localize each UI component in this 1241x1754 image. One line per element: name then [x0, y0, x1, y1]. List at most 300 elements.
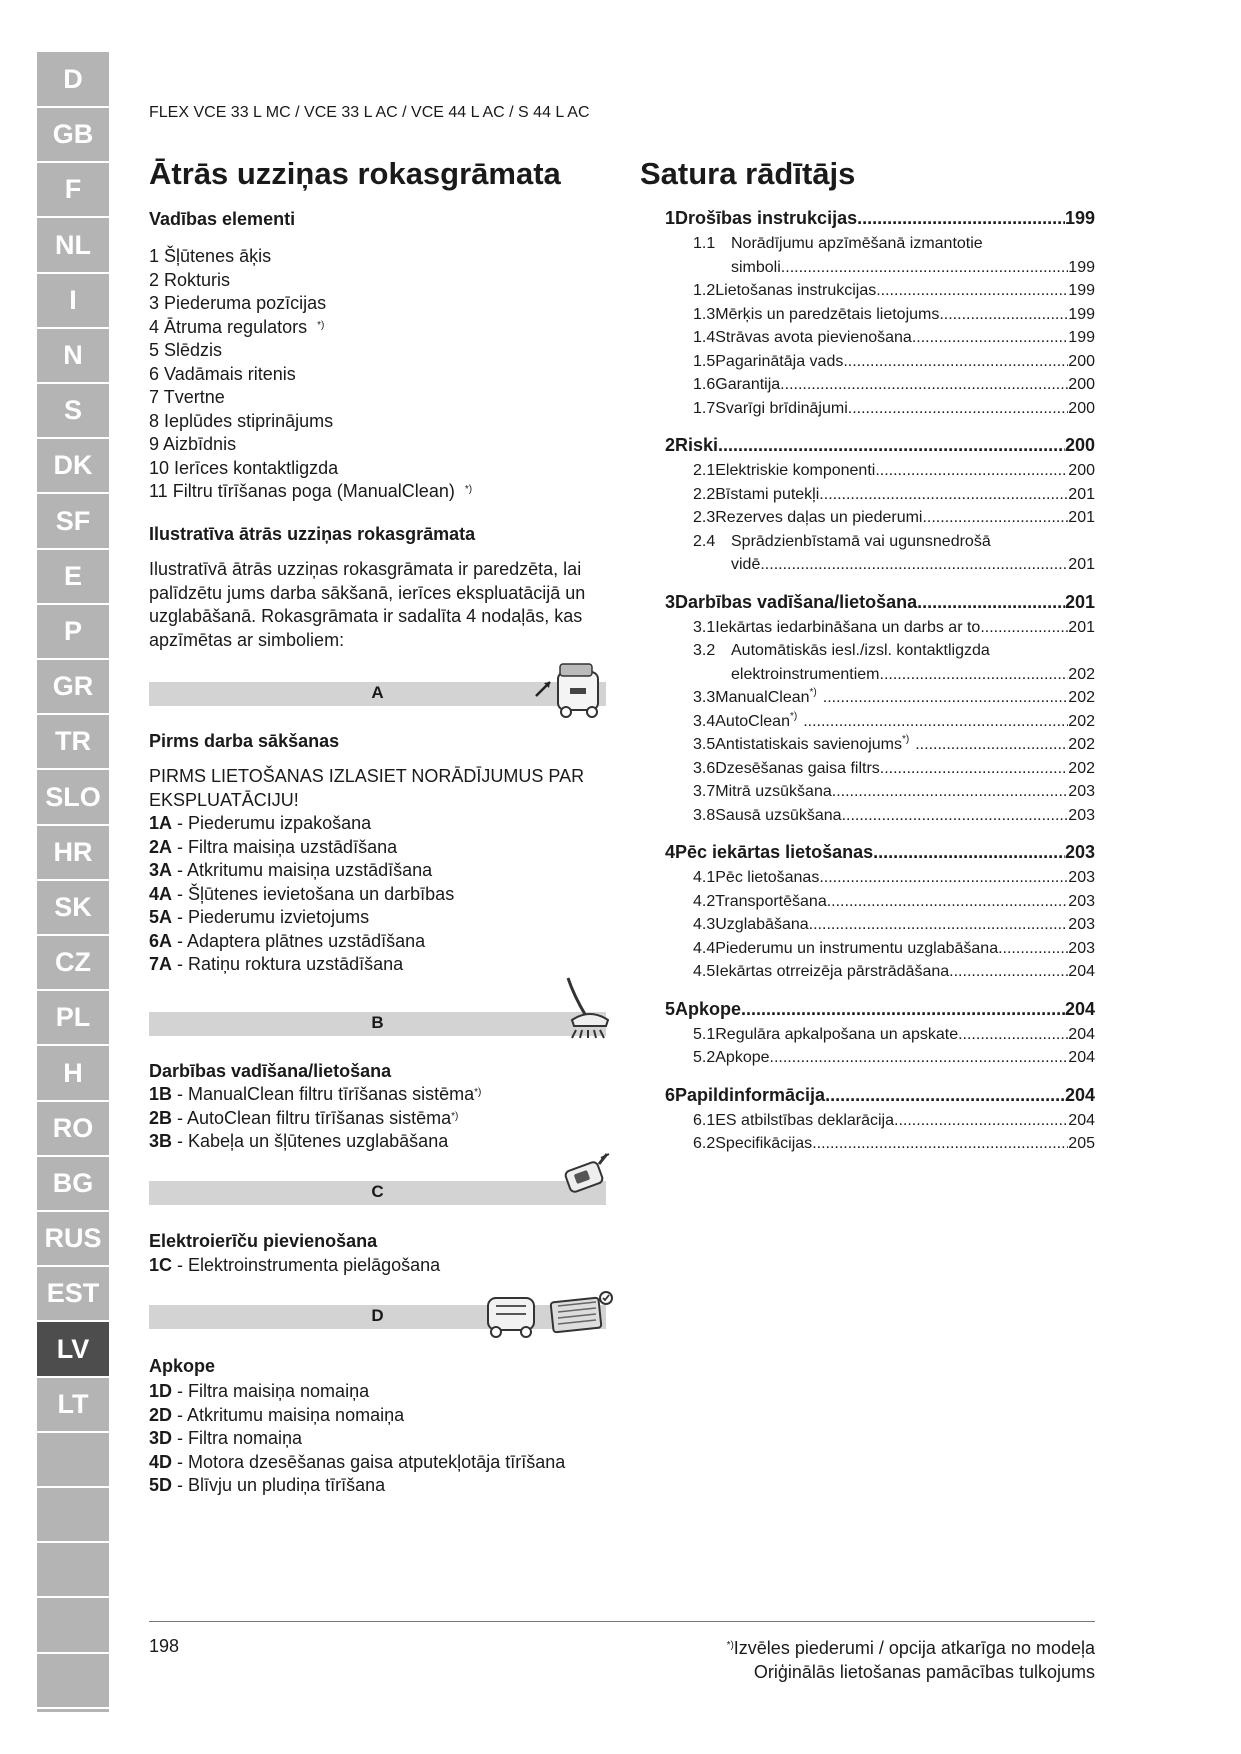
illustrated-guide-heading: Ilustratīva ātrās uzziņas rokasgrāmata [149, 524, 476, 544]
toc-section[interactable] [693, 916, 1095, 934]
toc-section-number: 3.5 [693, 736, 716, 753]
toc-leader [980, 619, 1068, 637]
chapter-b-heading: Darbības vadīšana/lietošana [149, 1061, 392, 1081]
control-number: 4 [149, 316, 160, 337]
chapter-c-bar [149, 1181, 606, 1205]
toc-section-page: 203 [1068, 783, 1095, 800]
control-label: Piederuma pozīcijas [164, 293, 327, 313]
toc-leader [812, 1135, 1068, 1153]
toc-leader [915, 736, 1068, 754]
toc-section[interactable] [693, 1135, 1095, 1153]
toc-leader [832, 783, 1069, 801]
toc-section[interactable] [693, 783, 1095, 801]
toc-section-number: 3.2 [693, 642, 716, 659]
control-number: 10 [149, 457, 170, 478]
toc-leader [827, 893, 1069, 911]
maintenance-icon [486, 1288, 616, 1340]
toc-section-page: 203 [1068, 892, 1095, 910]
toc-section-page: 203 [1068, 916, 1095, 933]
toc-leader [848, 400, 1069, 418]
chapter-item-text: - Kabeļa un šļūtenes uzglabāšana [172, 1131, 449, 1151]
toc-section-page: 203 [1068, 869, 1095, 886]
toc-chapter-page: 201 [1064, 591, 1095, 612]
toc-section-number: 5.1 [693, 1025, 716, 1043]
toc-section-title: Rezerves daļas un piederumi [715, 509, 923, 526]
chapter-item-code: 3B [149, 1131, 173, 1151]
chapter-item-text: - Piederumu izvietojums [172, 907, 370, 927]
toc-chapter[interactable] [665, 208, 1095, 229]
chapter-item-text: - Elektroinstrumenta pielāgošana [172, 1255, 441, 1275]
toc-section[interactable] [693, 1049, 1095, 1067]
footnote-mark: *) [451, 1110, 459, 1122]
chapter-a-heading: Pirms darba sākšanas [149, 731, 340, 751]
toc-section[interactable] [693, 736, 1095, 754]
control-number: 6 [149, 363, 160, 384]
toc-section-page: 202 [1068, 665, 1095, 683]
control-label: Tvertne [163, 387, 225, 407]
toc-section[interactable] [693, 689, 1095, 707]
toc-section[interactable] [693, 963, 1095, 981]
control-item [149, 386, 472, 410]
control-label: Ierīces kontaktligzda [174, 457, 339, 478]
toc-section[interactable] [693, 893, 1095, 911]
toc-section-page: 204 [1068, 963, 1095, 980]
chapter-c-letter: C [371, 1182, 384, 1201]
toc-section-title: Elektriskie komponenti [715, 462, 876, 479]
control-number: 7 [149, 387, 160, 407]
toc-section[interactable] [693, 486, 1095, 504]
toc-section-title-cont: vidē [731, 556, 761, 573]
toc-section-number: 1.1 [693, 235, 716, 252]
chapter-item-code: 7A [149, 954, 173, 974]
language-tab-strip [37, 52, 109, 1712]
toc-leader [873, 842, 1065, 863]
toc-chapter-page: 203 [1064, 842, 1095, 862]
footnote-mark: *) [464, 484, 473, 495]
language-tab-f[interactable]: F [37, 162, 109, 218]
language-tab-pl[interactable]: PL [37, 990, 109, 1046]
footnote-text: Izvēles piederumi / opcija atkarīga no modeļa [733, 1638, 1095, 1658]
control-number: 11 [149, 481, 168, 501]
chapter-item-code: 1A [149, 813, 173, 833]
footer-rule [149, 1621, 1095, 1622]
chapter-item-code: 5D [149, 1475, 173, 1495]
toc-chapter[interactable] [665, 435, 1095, 456]
toc-section-title: Mitrā uzsūkšana [715, 783, 832, 800]
toc-leader [880, 760, 1069, 778]
language-tab-sk[interactable]: SK [37, 880, 109, 936]
toc-section[interactable] [693, 940, 1095, 958]
toc-leader [718, 435, 1065, 456]
toc-section[interactable] [693, 282, 1095, 300]
chapter-item-text: - Atkritumu maisiņa nomaiņa [172, 1404, 405, 1425]
toc-leader [809, 916, 1069, 934]
toc-section-title: Antistatiskais savienojums [715, 736, 902, 753]
toc-chapter[interactable] [665, 999, 1095, 1020]
chapter-item [149, 1427, 565, 1451]
toc-section-title: ES atbilstības deklarācija [715, 1111, 895, 1129]
chapter-item-text: - AutoClean filtru tīrīšanas sistēma [172, 1107, 452, 1128]
toc-section-page: 200 [1068, 352, 1095, 370]
toc-section[interactable] [693, 306, 1095, 324]
chapter-item-text: - Filtra nomaiņa [172, 1428, 303, 1448]
toc-leader [823, 689, 1069, 707]
toc-section-number: 3.1 [693, 618, 716, 636]
toc-section-number: 3.7 [693, 783, 716, 800]
chapter-c-list [149, 1254, 440, 1278]
toc-chapter-page: 199 [1064, 208, 1095, 228]
toc-chapter[interactable] [665, 1085, 1095, 1106]
toc-section-page: 204 [1068, 1111, 1095, 1129]
toc-section-continuation[interactable] [731, 666, 1095, 684]
toc-section[interactable] [693, 619, 1095, 637]
toc-section-title: Svarīgi brīdinājumi [715, 399, 848, 417]
chapter-item [149, 836, 454, 860]
toc-section[interactable] [693, 642, 1095, 660]
toc-section-number: 4.1 [693, 869, 716, 886]
chapter-a-notice: PIRMS LIETOŠANAS IZLASIET NORĀDĪJUMUS PAR EKSPLUATĀCIJU! [149, 766, 585, 810]
toc-section[interactable] [693, 1026, 1095, 1044]
toc-leader [741, 999, 1065, 1020]
language-tab-cz[interactable]: CZ [37, 935, 109, 991]
toc-leader [917, 592, 1065, 613]
toc-title: Satura rādītājs [640, 156, 856, 191]
toc-section-title: Mērķis un paredzētais lietojums [715, 305, 940, 323]
toc-section-page: 203 [1068, 806, 1095, 824]
control-item [149, 433, 472, 457]
toc-section[interactable] [693, 869, 1095, 887]
quick-guide-title: Ātrās uzziņas rokasgrāmata [149, 156, 561, 191]
toc-section-page: 204 [1068, 1025, 1095, 1043]
toc-section[interactable] [693, 462, 1095, 480]
toc-section-number: 1.3 [693, 305, 716, 323]
control-number: 5 [149, 340, 160, 360]
toc-section[interactable] [693, 807, 1095, 825]
toc-chapter-title: Papildinformācija [675, 1084, 826, 1105]
language-tab-i[interactable]: I [37, 273, 109, 329]
toc-section-number: 6.2 [693, 1135, 716, 1152]
chapter-item [149, 906, 454, 930]
chapter-b-letter: B [371, 1013, 384, 1032]
toc-section-number: 3.4 [693, 712, 716, 730]
toc-section-number: 2.4 [693, 532, 716, 550]
toc-section-number: 4.2 [693, 892, 716, 910]
toc-section-title: Strāvas avota pievienošana [715, 329, 912, 346]
footnote-mark: *) [789, 710, 798, 722]
control-label: Ieplūdes stiprinājums [164, 410, 334, 431]
model-header: FLEX VCE 33 L MC / VCE 33 L AC / VCE 44 L AC / S 44 L AC [149, 104, 590, 121]
toc-section-page: 202 [1068, 689, 1095, 706]
toc-section-page: 200 [1068, 462, 1095, 479]
toc-leader [958, 1026, 1068, 1044]
language-tab-lt[interactable]: LT [37, 1377, 109, 1433]
toc-section-page: 204 [1068, 1049, 1095, 1066]
toc-section-title: Bīstami putekļi [715, 485, 820, 503]
toc-leader [922, 509, 1068, 527]
chapter-item-text: - Adaptera plātnes uzstādīšana [172, 930, 426, 951]
chapter-item [149, 1130, 481, 1154]
control-item [149, 457, 472, 481]
chapter-b-list [149, 1083, 481, 1154]
control-number: 9 [149, 434, 160, 454]
language-tab-gb[interactable]: GB [37, 107, 109, 163]
toc-section-page: 199 [1068, 258, 1095, 276]
control-number: 1 [149, 246, 160, 266]
chapter-item-code: 2B [149, 1107, 173, 1128]
toc-section-number: 2.3 [693, 509, 716, 526]
control-item [149, 245, 472, 269]
toc-section-title: Sausā uzsūkšana [715, 806, 842, 824]
toc-leader [803, 713, 1068, 731]
toc-chapter-title: Pēc iekārtas lietošanas [675, 842, 874, 862]
toc-section-title: Sprādzienbīstamā vai ugunsnedrošā [731, 532, 991, 550]
control-label: Rokturis [164, 269, 231, 290]
toc-leader [880, 666, 1069, 684]
control-label: Šļūtenes āķis [164, 246, 272, 266]
chapter-item-code: 3A [149, 860, 173, 880]
toc-section-page: 199 [1068, 329, 1095, 346]
control-label: Vadāmais ritenis [164, 363, 296, 384]
toc-section[interactable] [693, 509, 1095, 527]
toc-leader [781, 259, 1069, 277]
toc-section[interactable] [693, 533, 1095, 551]
toc-section-title: Garantija [715, 376, 781, 393]
toc-leader [819, 486, 1068, 504]
toc-section[interactable] [693, 376, 1095, 394]
control-number: 8 [149, 410, 160, 431]
toc-chapter-number: 6 [665, 1084, 676, 1105]
toc-leader [770, 1049, 1069, 1067]
toc-section-number: 4.3 [693, 916, 716, 933]
language-tab-ro[interactable]: RO [37, 1101, 109, 1157]
chapter-item-text: - Šļūtenes ievietošana un darbības [172, 883, 455, 904]
toc-section-page: 203 [1068, 939, 1095, 957]
control-label: Ātruma regulators [164, 316, 308, 337]
toc-chapter-number: 5 [665, 998, 676, 1019]
toc-leader [894, 1112, 1068, 1130]
language-tab-n[interactable]: N [37, 328, 109, 384]
control-label: Slēdzis [164, 340, 223, 360]
footnote [727, 1636, 1095, 1684]
toc-leader [875, 462, 1068, 480]
toc-section-title: Apkope [715, 1049, 770, 1066]
language-tab-est[interactable]: EST [37, 1266, 109, 1322]
toc-section-page: 201 [1068, 509, 1095, 526]
language-tab-p[interactable]: P [37, 604, 109, 660]
language-tab-s[interactable]: S [37, 383, 109, 439]
chapter-item-text: - Atkritumu maisiņa uzstādīšana [172, 860, 433, 880]
control-label: Filtru tīrīšanas poga (ManualClean) [172, 481, 455, 501]
language-tab-dk[interactable]: DK [37, 438, 109, 494]
toc-section[interactable] [693, 1112, 1095, 1130]
language-tab-slo[interactable]: SLO [37, 770, 109, 826]
language-tab-gr[interactable]: GR [37, 659, 109, 715]
chapter-d-list [149, 1380, 565, 1498]
chapter-item-text: - Filtra maisiņa nomaiņa [172, 1381, 370, 1401]
toc-leader [780, 376, 1068, 394]
language-tab-empty [37, 1432, 109, 1488]
control-number: 2 [149, 269, 160, 290]
chapter-item-code: 2D [149, 1404, 173, 1425]
toc-section-number: 1.5 [693, 352, 716, 370]
toc-leader [998, 940, 1068, 958]
chapter-item-code: 4A [149, 883, 173, 904]
toc-chapter-title: Apkope [675, 998, 742, 1019]
toc-chapter[interactable] [665, 592, 1095, 613]
chapter-c-heading: Elektroierīču pievienošana [149, 1231, 378, 1251]
toc-chapter-number: 4 [665, 842, 676, 862]
toc-section-page: 201 [1068, 556, 1095, 573]
chapter-d-heading: Apkope [149, 1356, 216, 1376]
toc-leader [842, 807, 1069, 825]
toc-section[interactable] [693, 400, 1095, 418]
language-tab-e[interactable]: E [37, 549, 109, 605]
chapter-item-text: - Motora dzesēšanas gaisa atputekļotāja tīrīšana [172, 1451, 566, 1472]
toc-section-title: Automātiskās iesl./izsl. kontaktligzda [731, 642, 990, 659]
chapter-d-letter: D [371, 1306, 384, 1325]
chapter-item [149, 953, 454, 977]
toc-section-title: Pagarinātāja vads [715, 352, 844, 370]
toc-section-page: 199 [1068, 282, 1095, 299]
toc-section-title: ManualClean [715, 689, 810, 706]
toc-section-number: 1.2 [693, 282, 716, 299]
chapter-item [149, 1107, 481, 1131]
toc-chapter-page: 204 [1064, 1084, 1095, 1105]
translation-note: Oriģinālās lietošanas pamācības tulkojums [753, 1662, 1095, 1682]
toc-section-title: AutoClean [715, 712, 790, 730]
chapter-item [149, 812, 454, 836]
toc-section-page: 202 [1068, 712, 1095, 730]
chapter-item-text: - Piederumu izpakošana [172, 813, 372, 833]
toc-section-title: Uzglabāšana [715, 916, 809, 933]
chapter-item [149, 1451, 565, 1475]
toc-section[interactable] [693, 760, 1095, 778]
language-tab-rus[interactable]: RUS [37, 1211, 109, 1267]
power-tool-connection-icon [555, 1150, 613, 1200]
language-tab-tr[interactable]: TR [37, 714, 109, 770]
floor-nozzle-icon [560, 976, 616, 1040]
footnote-mark: *) [474, 1087, 482, 1098]
chapter-item-text: - ManualClean filtru tīrīšanas sistēma [172, 1084, 475, 1104]
toc-chapter-number: 1 [665, 208, 676, 228]
toc-section-number: 1.6 [693, 376, 716, 393]
language-tab-sf[interactable]: SF [37, 494, 109, 550]
toc-leader [876, 282, 1068, 300]
toc-section-number: 2.2 [693, 485, 716, 503]
toc-section-title: Pēc lietošanas [715, 869, 820, 886]
chapter-item [149, 1254, 440, 1278]
toc-leader [843, 353, 1068, 371]
toc-section-number: 3.8 [693, 806, 716, 824]
toc-section-number: 4.4 [693, 939, 716, 957]
toc-section-title: Lietošanas instrukcijas [715, 282, 877, 299]
toc-leader [912, 329, 1068, 347]
control-item [149, 339, 472, 363]
chapter-item-code: 1D [149, 1381, 173, 1401]
control-number: 3 [149, 293, 160, 313]
toc-section-title: Iekārtas iedarbināšana un darbs ar to [715, 618, 981, 636]
toc-leader [760, 556, 1068, 574]
chapter-item [149, 1404, 565, 1428]
toc-leader [949, 963, 1068, 981]
chapter-b-bar [149, 1012, 606, 1036]
toc-section-number: 6.1 [693, 1111, 716, 1129]
vacuum-unpack-icon [532, 658, 610, 720]
language-tab-d[interactable]: D [37, 52, 109, 108]
toc-section-title-cont: elektroinstrumentiem [731, 665, 880, 683]
toc-section-page: 202 [1068, 736, 1095, 753]
chapter-item [149, 883, 454, 907]
toc-chapter-title: Drošības instrukcijas [675, 208, 858, 228]
toc-chapter[interactable] [665, 842, 1095, 863]
language-tab-lv[interactable]: LV [37, 1322, 109, 1378]
language-tab-h[interactable]: H [37, 1046, 109, 1102]
language-tab-empty [37, 1542, 109, 1598]
control-item [149, 269, 472, 293]
toc-section-page: 205 [1068, 1135, 1095, 1152]
toc-section-title: Piederumu un instrumentu uzglabāšana [715, 939, 999, 957]
chapter-item [149, 1083, 481, 1107]
language-tab-bg[interactable]: BG [37, 1156, 109, 1212]
toc-section-title: Specifikācijas [715, 1135, 813, 1152]
chapter-item-code: 6A [149, 930, 173, 951]
toc-section-page: 201 [1068, 485, 1095, 503]
toc-section-title: Iekārtas otrreizēja pārstrādāšana [715, 963, 950, 980]
footnote-mark: *) [902, 734, 910, 745]
control-item [149, 480, 472, 504]
toc-section-number: 4.5 [693, 963, 716, 980]
toc-section[interactable] [693, 353, 1095, 371]
toc-chapter-title: Riski [675, 435, 719, 455]
toc-section-number: 2.1 [693, 462, 716, 479]
illustrated-guide-text: Ilustratīvā ātrās uzziņas rokasgrāmata ir paredzēta, lai palīdzētu jums darba sākšanā, ierīces ekspluatācijā un uzglabāšanā. Rokasgrāmata ir sadalīta 4 nodaļās, kas apzīmētas ar simboliem: [149, 559, 586, 650]
chapter-a-list [149, 812, 454, 977]
language-tab-empty [37, 1653, 109, 1709]
toc-section-number: 1.4 [693, 329, 716, 346]
toc-section-title: Transportēšana [715, 892, 827, 910]
toc-section[interactable] [693, 235, 1095, 253]
toc-chapter-number: 3 [665, 591, 676, 612]
toc-section-title-cont: simboli [731, 258, 781, 276]
language-tab-nl[interactable]: NL [37, 218, 109, 274]
chapter-item [149, 859, 454, 883]
chapter-item [149, 930, 454, 954]
chapter-item-code: 4D [149, 1451, 173, 1472]
toc-section[interactable] [693, 710, 1095, 731]
page-number: 198 [149, 1636, 180, 1656]
toc-section-continuation[interactable] [731, 556, 1095, 574]
toc-leader [939, 306, 1068, 324]
language-tab-hr[interactable]: HR [37, 825, 109, 881]
toc-section[interactable] [693, 329, 1095, 347]
toc-chapter-title: Darbības vadīšana/lietošana [675, 591, 918, 612]
chapter-item [149, 1474, 565, 1498]
controls-list [149, 245, 472, 504]
control-item [149, 363, 472, 387]
chapter-item-text: - Filtra maisiņa uzstādīšana [172, 836, 398, 857]
control-item [149, 410, 472, 434]
chapter-item-code: 5A [149, 907, 173, 927]
toc-section-number: 1.7 [693, 399, 716, 417]
toc-section-continuation[interactable] [731, 259, 1095, 277]
toc-section-page: 200 [1068, 376, 1095, 393]
toc-chapter-page: 204 [1064, 998, 1095, 1019]
chapter-a-letter: A [371, 683, 384, 702]
language-tab-empty [37, 1487, 109, 1543]
toc-leader [819, 869, 1068, 887]
toc-section-title: Norādījumu apzīmēšanā izmantotie [731, 235, 983, 252]
toc-chapter-page: 200 [1064, 435, 1095, 455]
